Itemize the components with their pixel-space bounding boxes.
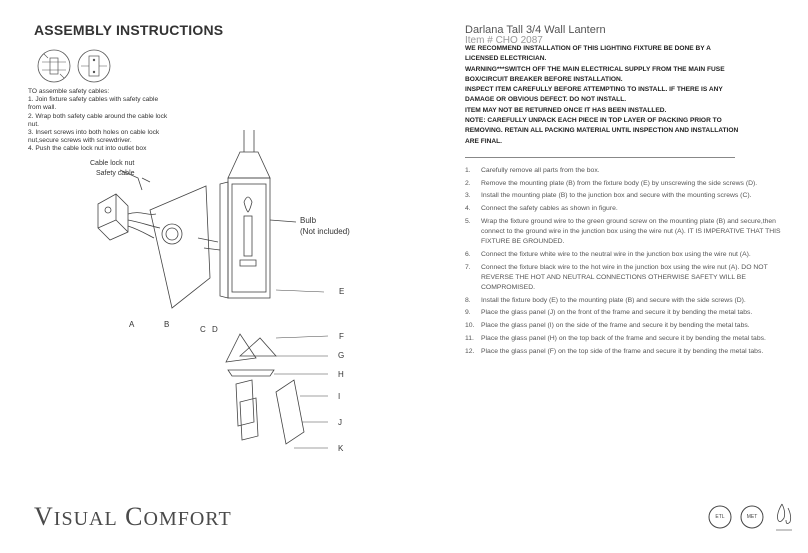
step-number: 10. bbox=[465, 322, 475, 330]
part-letter-a: A bbox=[129, 320, 135, 329]
lantern-body bbox=[220, 130, 270, 298]
step-item bbox=[465, 191, 785, 201]
safety-line: TO assemble safety cables: bbox=[28, 88, 110, 95]
step-item bbox=[465, 217, 785, 248]
step-item bbox=[465, 204, 785, 214]
step-text: Remove the mounting plate (B) from the fixture body (E) by unscrewing the side screws (D). bbox=[481, 179, 758, 187]
warning-line: ITEM MAY NOT BE RETURNED ONCE IT HAS BEEN INSTALLED. bbox=[465, 106, 667, 114]
installation-steps bbox=[465, 166, 785, 359]
step-item bbox=[465, 263, 785, 294]
safety-cable-line bbox=[120, 170, 150, 190]
step-number: 8. bbox=[465, 296, 471, 304]
callout-cable-lock-nut: Cable lock nut bbox=[90, 160, 135, 167]
step-text: Connect the fixture white wire to the neutral wire in the junction box using the wire nut (A). bbox=[481, 250, 751, 258]
step-item bbox=[465, 334, 785, 344]
step-number: 9. bbox=[465, 309, 471, 317]
divider bbox=[465, 157, 735, 158]
step-text: Carefully remove all parts from the box. bbox=[481, 167, 600, 174]
callout-safety-cable: Safety cable bbox=[96, 170, 135, 177]
brand-c: C bbox=[125, 502, 144, 531]
part-letter-g: G bbox=[338, 351, 345, 360]
step-item bbox=[465, 250, 785, 260]
safety-line: 4. Push the cable lock nut into outlet box bbox=[28, 145, 147, 153]
warning-line: WE RECOMMEND INSTALLATION OF THIS LIGHTING FIXTURE BE DONE BY A LICENSED ELECTRICIAN. bbox=[465, 45, 711, 63]
safety-line: 3. Insert screws into both holes on cable lock nut,secure screws with screwdriver. bbox=[28, 129, 160, 145]
safety-cable-step-icon-2 bbox=[78, 50, 110, 82]
exploded-view-diagram bbox=[80, 130, 380, 460]
step-text: Connect the safety cables as shown in figure. bbox=[481, 205, 618, 213]
part-letter-c: C bbox=[200, 325, 206, 334]
side-glass-panels bbox=[236, 380, 304, 444]
step-text: Connect the fixture black wire to the hot wire in the junction box using the wire nut (A). DO NOT REVERSE THE HOT AND NEUTRAL CONNECTIONS OTHERWISE SAFETY WILL BE COMPROMISED. bbox=[481, 263, 768, 292]
warning-line: NOTE: CAREFULLY UNPACK EACH PIECE IN TOP LAYER OF PACKING PRIOR TO REMOVING. RETAIN ALL PACKING MATERIAL UNTIL INSPECTION AND INSTALLATION ARE FINAL. bbox=[465, 117, 739, 145]
step-number: 7. bbox=[465, 263, 471, 271]
top-glass-panels bbox=[226, 334, 276, 376]
met-mark-label: MET bbox=[746, 514, 758, 520]
brand-omfort: OMFORT bbox=[143, 508, 232, 530]
safety-line: 2. Wrap both safety cable around the cable lock nut. bbox=[28, 112, 168, 128]
part-letter-b: B bbox=[164, 320, 170, 329]
safety-line: 1. Join fixture safety cables with safety cable from wall. bbox=[28, 96, 159, 112]
brand-logo bbox=[34, 502, 232, 532]
part-letter-k: K bbox=[338, 444, 344, 453]
step-item bbox=[465, 179, 785, 189]
step-number: 3. bbox=[465, 192, 471, 200]
step-text: Install the mounting plate (B) to the junction box and secure with the mounting screws (C). bbox=[481, 192, 752, 200]
step-text: Place the glass panel (H) on the top back of the frame and secure it by bending the metal tabs. bbox=[481, 334, 766, 342]
step-text: Place the glass panel (I) on the side of the frame and secure it by bending the metal tabs. bbox=[481, 322, 750, 330]
part-letter-e: E bbox=[339, 287, 345, 296]
part-letter-f: F bbox=[339, 332, 344, 341]
step-number: 12. bbox=[465, 347, 475, 355]
warnings-block bbox=[465, 44, 745, 147]
product-title: Darlana Tall 3/4 Wall Lantern bbox=[465, 24, 606, 36]
flame-icon bbox=[778, 504, 791, 524]
step-item bbox=[465, 166, 785, 176]
warning-line: INSPECT ITEM CAREFULLY BEFORE ATTEMPTING TO INSTALL. IF THERE IS ANY DAMAGE OR OBVIOUS DEFECT. DO NOT INSTALL. bbox=[465, 86, 723, 104]
junction-box bbox=[98, 194, 128, 240]
step-number: 4. bbox=[465, 205, 471, 213]
item-number: Item # CHO 2087 bbox=[465, 35, 543, 46]
part-letter-d: D bbox=[212, 325, 218, 334]
step-number: 11. bbox=[465, 334, 474, 342]
step-item bbox=[465, 347, 785, 357]
callout-bulb: Bulb bbox=[300, 216, 317, 225]
step-number: 6. bbox=[465, 250, 471, 258]
step-item bbox=[465, 308, 785, 318]
part-letter-i: I bbox=[338, 392, 341, 401]
step-text: Wrap the fixture ground wire to the green ground screw on the mounting plate (B) and secure,then connect to the ground wire in the junction box using the wire nut (A). IT IS IMPERATIVE THAT THIS FIXTURE BE GROUNDED. bbox=[481, 217, 781, 246]
assembly-title: ASSEMBLY INSTRUCTIONS bbox=[34, 22, 224, 38]
step-text: Place the glass panel (F) on the top side of the frame and secure it by bending the metal tabs. bbox=[481, 347, 764, 355]
step-number: 2. bbox=[465, 179, 471, 187]
brand-isual: ISUAL bbox=[53, 508, 118, 530]
warning-line: WARNING***SWITCH OFF THE MAIN ELECTRICAL SUPPLY FROM THE MAIN FUSE BOX/CIRCUIT BREAKER BEFORE INSTALLATION. bbox=[465, 65, 725, 83]
step-item bbox=[465, 296, 785, 306]
etl-mark-label: ETL bbox=[715, 514, 725, 520]
step-text: Place the glass panel (J) on the front of the frame and secure it by bending the metal tabs. bbox=[481, 309, 753, 317]
bulb-leader bbox=[270, 220, 296, 222]
part-letter-h: H bbox=[338, 370, 344, 379]
step-number: 5. bbox=[465, 217, 471, 225]
step-text: Install the fixture body (E) to the mounting plate (B) and secure with the side screws (D). bbox=[481, 296, 746, 304]
step-item bbox=[465, 321, 785, 331]
callout-bulb-note: (Not included) bbox=[300, 227, 350, 236]
brand-v: V bbox=[34, 502, 54, 531]
safety-cable-illustrations bbox=[36, 46, 116, 86]
safety-cable-step-icon-1 bbox=[38, 50, 70, 82]
mounting-plate bbox=[150, 186, 210, 308]
part-letter-j: J bbox=[338, 418, 342, 427]
step-number: 1. bbox=[465, 167, 471, 174]
